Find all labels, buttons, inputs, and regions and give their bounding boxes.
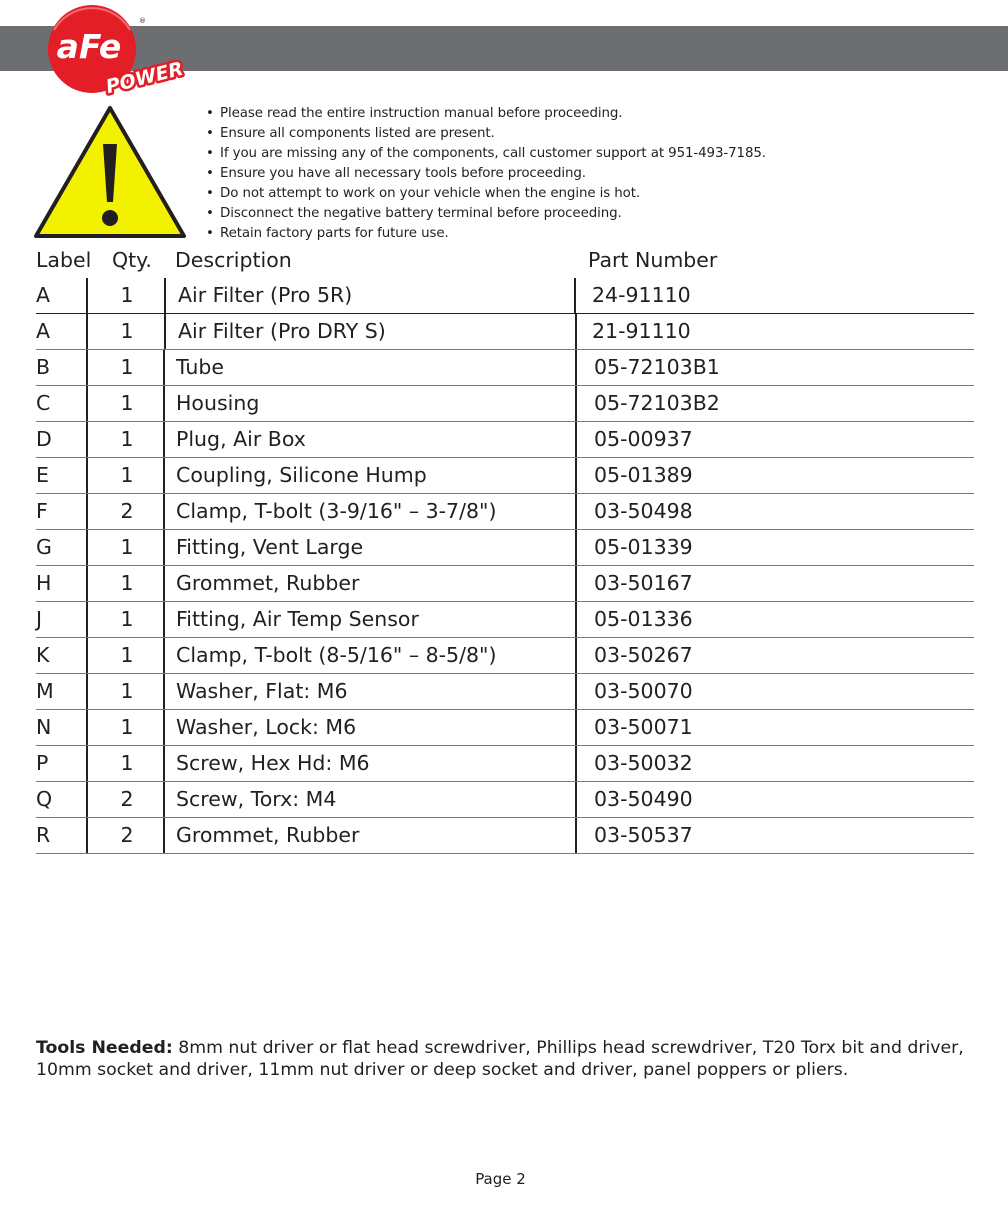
- column-divider: [86, 386, 88, 421]
- cell-description: Washer, Flat: M6: [176, 679, 348, 703]
- cell-label: D: [36, 427, 52, 451]
- column-divider: [575, 386, 577, 421]
- column-divider: [163, 458, 165, 493]
- cell-part-number: 03-50267: [594, 643, 693, 667]
- column-divider: [164, 314, 166, 349]
- table-row: [36, 350, 974, 386]
- cell-label: E: [36, 463, 49, 487]
- column-divider: [86, 530, 88, 565]
- notice-list: [206, 104, 766, 244]
- cell-qty: 1: [120, 427, 134, 451]
- column-divider: [575, 422, 577, 457]
- notice-item: • Please read the entire instruction manual before proceeding.: [206, 104, 766, 124]
- warning-triangle-icon: [32, 104, 188, 240]
- cell-qty: 2: [120, 787, 134, 811]
- parts-table: [36, 244, 974, 854]
- column-divider: [86, 350, 88, 385]
- header-description: Description: [175, 248, 292, 272]
- column-divider: [163, 710, 165, 745]
- cell-qty: 1: [120, 571, 134, 595]
- column-divider: [163, 602, 165, 637]
- cell-description: Plug, Air Box: [176, 427, 306, 451]
- table-row: [36, 746, 974, 782]
- page-number: Page 2: [475, 1170, 526, 1188]
- column-divider: [163, 350, 165, 385]
- column-divider: [86, 602, 88, 637]
- cell-label: K: [36, 643, 50, 667]
- cell-label: G: [36, 535, 52, 559]
- notice-item: • Retain factory parts for future use.: [206, 224, 766, 244]
- cell-description: Clamp, T-bolt (3-9/16" – 3-7/8"): [176, 499, 497, 523]
- cell-part-number: 03-50071: [594, 715, 693, 739]
- cell-label: P: [36, 751, 49, 775]
- column-divider: [86, 458, 88, 493]
- cell-qty: 1: [120, 751, 134, 775]
- cell-description: Screw, Hex Hd: M6: [176, 751, 370, 775]
- cell-description: Housing: [176, 391, 260, 415]
- column-divider: [575, 782, 577, 817]
- cell-description: Screw, Torx: M4: [176, 787, 337, 811]
- column-divider: [86, 710, 88, 745]
- column-divider: [163, 638, 165, 673]
- cell-label: M: [36, 679, 54, 703]
- column-divider: [575, 602, 577, 637]
- notice-item: • Disconnect the negative battery terminal before proceeding.: [206, 204, 766, 224]
- logo-sub-text: POWER: [103, 57, 186, 99]
- cell-part-number: 05-01339: [594, 535, 693, 559]
- cell-qty: 1: [120, 643, 134, 667]
- cell-description: Fitting, Vent Large: [176, 535, 364, 559]
- column-divider: [163, 818, 165, 853]
- notice-item: • If you are missing any of the components, call customer support at 951-493-7185.: [206, 144, 766, 164]
- column-divider: [163, 746, 165, 781]
- afe-power-logo: [40, 0, 200, 100]
- cell-part-number: 05-72103B2: [594, 391, 720, 415]
- column-divider: [163, 530, 165, 565]
- column-divider: [575, 494, 577, 529]
- table-row: [36, 782, 974, 818]
- cell-label: A: [36, 283, 51, 307]
- cell-label: A: [36, 319, 51, 343]
- cell-part-number: 03-50498: [594, 499, 693, 523]
- cell-qty: 1: [120, 715, 134, 739]
- cell-qty: 1: [120, 607, 134, 631]
- cell-part-number: 03-50032: [594, 751, 693, 775]
- table-row: [36, 422, 974, 458]
- cell-description: Grommet, Rubber: [176, 571, 360, 595]
- column-divider: [86, 782, 88, 817]
- table-row: [36, 494, 974, 530]
- column-divider: [575, 566, 577, 601]
- cell-label: R: [36, 823, 51, 847]
- column-divider: [86, 314, 88, 349]
- cell-part-number: 05-72103B1: [594, 355, 720, 379]
- cell-description: Washer, Lock: M6: [176, 715, 357, 739]
- cell-label: B: [36, 355, 51, 379]
- header-qty: Qty.: [112, 248, 152, 272]
- column-divider: [575, 746, 577, 781]
- tools-needed: [36, 1037, 971, 1081]
- cell-part-number: 03-50167: [594, 571, 693, 595]
- column-divider: [574, 278, 576, 313]
- cell-label: F: [36, 499, 48, 523]
- column-divider: [86, 566, 88, 601]
- cell-label: J: [36, 607, 43, 631]
- cell-qty: 1: [120, 463, 134, 487]
- cell-qty: 1: [120, 283, 134, 307]
- cell-label: Q: [36, 787, 53, 811]
- cell-description: Coupling, Silicone Hump: [176, 463, 427, 487]
- column-divider: [163, 386, 165, 421]
- table-row: [36, 818, 974, 854]
- column-divider: [575, 638, 577, 673]
- registered-mark: ®: [139, 17, 146, 25]
- cell-description: Grommet, Rubber: [176, 823, 360, 847]
- table-row: [36, 674, 974, 710]
- column-divider: [163, 566, 165, 601]
- cell-part-number: 03-50490: [594, 787, 693, 811]
- table-row: [36, 710, 974, 746]
- cell-part-number: 24-91110: [592, 283, 691, 307]
- cell-part-number: 21-91110: [592, 319, 691, 343]
- table-row: [36, 458, 974, 494]
- column-divider: [575, 530, 577, 565]
- tools-needed-label: Tools Needed:: [36, 1038, 173, 1058]
- column-divider: [575, 674, 577, 709]
- cell-qty: 1: [120, 535, 134, 559]
- column-divider: [575, 314, 577, 349]
- cell-description: Clamp, T-bolt (8-5/16" – 8-5/8"): [176, 643, 497, 667]
- table-row: [36, 278, 974, 314]
- column-divider: [86, 638, 88, 673]
- parts-table-body: [36, 278, 974, 854]
- cell-part-number: 05-01389: [594, 463, 693, 487]
- cell-qty: 2: [120, 499, 134, 523]
- logo-main-text: aFe: [56, 27, 122, 66]
- cell-label: N: [36, 715, 52, 739]
- column-divider: [86, 422, 88, 457]
- column-divider: [163, 494, 165, 529]
- cell-part-number: 03-50070: [594, 679, 693, 703]
- column-divider: [575, 818, 577, 853]
- column-divider: [86, 818, 88, 853]
- column-divider: [163, 674, 165, 709]
- column-divider: [575, 350, 577, 385]
- tools-needed-text: 8mm nut driver or flat head screwdriver, Phillips head screwdriver, T20 Torx bit and driver, 10mm socket and driver, 11mm nut driver or deep socket and driver, panel poppers or pliers.: [36, 1038, 964, 1080]
- column-divider: [575, 710, 577, 745]
- cell-description: Fitting, Air Temp Sensor: [176, 607, 419, 631]
- column-divider: [86, 674, 88, 709]
- header-part-number: Part Number: [588, 248, 718, 272]
- cell-qty: 2: [120, 823, 134, 847]
- cell-qty: 1: [120, 391, 134, 415]
- column-divider: [86, 278, 88, 313]
- cell-part-number: 05-01336: [594, 607, 693, 631]
- table-row: [36, 314, 974, 350]
- cell-description: Tube: [176, 355, 225, 379]
- parts-table-header: [36, 244, 974, 278]
- cell-part-number: 05-00937: [594, 427, 693, 451]
- column-divider: [163, 422, 165, 457]
- header-label: Label: [36, 248, 92, 272]
- notice-item: • Ensure all components listed are present.: [206, 124, 766, 144]
- table-row: [36, 566, 974, 602]
- cell-label: C: [36, 391, 51, 415]
- column-divider: [163, 782, 165, 817]
- cell-qty: 1: [120, 319, 134, 343]
- cell-description: Air Filter (Pro 5R): [178, 283, 353, 307]
- cell-qty: 1: [120, 679, 134, 703]
- column-divider: [86, 494, 88, 529]
- cell-qty: 1: [120, 355, 134, 379]
- afe-logo-icon: [40, 0, 200, 100]
- notice-item: • Ensure you have all necessary tools before proceeding.: [206, 164, 766, 184]
- table-row: [36, 530, 974, 566]
- column-divider: [575, 458, 577, 493]
- table-row: [36, 386, 974, 422]
- column-divider: [164, 278, 166, 313]
- column-divider: [86, 746, 88, 781]
- table-row: [36, 602, 974, 638]
- table-row: [36, 638, 974, 674]
- cell-description: Air Filter (Pro DRY S): [178, 319, 386, 343]
- cell-label: H: [36, 571, 52, 595]
- notice-item: • Do not attempt to work on your vehicle when the engine is hot.: [206, 184, 766, 204]
- cell-part-number: 03-50537: [594, 823, 693, 847]
